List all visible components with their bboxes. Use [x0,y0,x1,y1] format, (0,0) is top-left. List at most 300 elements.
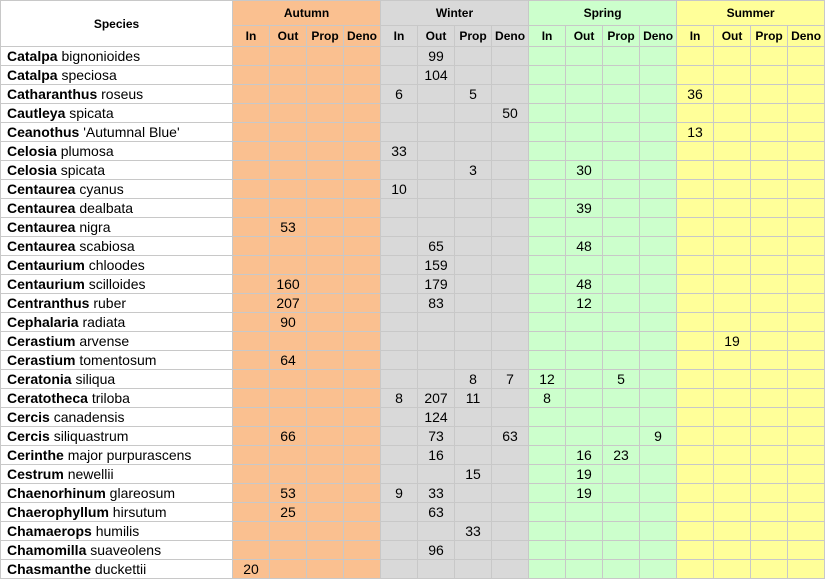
subcolumn-header-summer-prop: Prop [751,26,788,47]
value-cell-winter-prop [455,294,492,313]
value-cell-spring-in [529,541,566,560]
species-cell [1,465,233,484]
species-epithet: scabiosa [79,238,135,254]
value-cell-autumn-in [233,123,270,142]
value-cell-summer-prop [751,503,788,522]
value-cell-autumn-prop [307,256,344,275]
value-cell-autumn-out [270,123,307,142]
table-row [1,484,825,503]
value-cell-autumn-in [233,427,270,446]
value-cell-summer-in [677,370,714,389]
value-cell-spring-in [529,123,566,142]
value-cell-winter-out: 65 [418,237,455,256]
species-cell [1,66,233,85]
species-cell [1,256,233,275]
value-cell-spring-deno [640,256,677,275]
value-cell-autumn-prop [307,142,344,161]
value-cell-spring-prop [603,313,640,332]
value-cell-autumn-out [270,161,307,180]
species-genus: Chamomilla [7,542,87,558]
value-cell-autumn-deno [344,541,381,560]
value-cell-winter-in [381,351,418,370]
value-cell-autumn-prop [307,541,344,560]
value-cell-summer-in [677,332,714,351]
value-cell-summer-deno [788,522,825,541]
species-genus: Chamaerops [7,523,92,539]
value-cell-autumn-out [270,446,307,465]
value-cell-summer-prop [751,484,788,503]
species-genus: Cerastium [7,352,76,368]
value-cell-autumn-prop [307,294,344,313]
species-cell [1,199,233,218]
value-cell-summer-in [677,180,714,199]
table-row [1,294,825,313]
species-genus: Chaerophyllum [7,504,109,520]
species-epithet: hirsutum [112,504,167,520]
value-cell-spring-prop [603,351,640,370]
value-cell-winter-deno [492,522,529,541]
value-cell-spring-deno [640,370,677,389]
species-epithet: newellii [67,466,114,482]
value-cell-spring-out [566,427,603,446]
value-cell-summer-prop [751,199,788,218]
value-cell-summer-out: 19 [714,332,751,351]
value-cell-winter-out [418,123,455,142]
value-cell-autumn-out [270,370,307,389]
value-cell-spring-deno [640,408,677,427]
value-cell-autumn-in [233,237,270,256]
table-row [1,85,825,104]
value-cell-autumn-out [270,560,307,579]
value-cell-autumn-deno [344,408,381,427]
value-cell-autumn-in [233,446,270,465]
value-cell-winter-deno [492,142,529,161]
table-row [1,275,825,294]
value-cell-winter-prop [455,199,492,218]
value-cell-spring-prop [603,180,640,199]
species-epithet: duckettii [94,561,147,577]
value-cell-winter-prop [455,142,492,161]
value-cell-summer-deno [788,142,825,161]
value-cell-winter-prop [455,47,492,66]
value-cell-autumn-deno [344,389,381,408]
value-cell-winter-in [381,465,418,484]
value-cell-summer-out [714,180,751,199]
species-cell [1,180,233,199]
value-cell-spring-deno [640,199,677,218]
value-cell-spring-prop [603,275,640,294]
value-cell-spring-in [529,503,566,522]
value-cell-summer-deno [788,123,825,142]
value-cell-autumn-deno [344,66,381,85]
value-cell-summer-prop [751,180,788,199]
table-row [1,560,825,579]
value-cell-summer-deno [788,370,825,389]
subcolumn-header-winter-prop: Prop [455,26,492,47]
species-epithet: dealbata [79,200,134,216]
value-cell-spring-out [566,47,603,66]
value-cell-summer-in [677,218,714,237]
value-cell-winter-deno: 63 [492,427,529,446]
value-cell-winter-out: 73 [418,427,455,446]
value-cell-autumn-prop [307,427,344,446]
value-cell-spring-in [529,408,566,427]
species-epithet: speciosa [61,67,117,83]
value-cell-autumn-out [270,256,307,275]
value-cell-spring-prop [603,256,640,275]
value-cell-summer-out [714,275,751,294]
value-cell-spring-in [529,446,566,465]
value-cell-winter-deno [492,313,529,332]
value-cell-autumn-in [233,541,270,560]
value-cell-spring-out [566,522,603,541]
value-cell-summer-prop [751,275,788,294]
value-cell-winter-out: 33 [418,484,455,503]
species-epithet: nigra [79,219,111,235]
table-row [1,389,825,408]
value-cell-spring-in [529,313,566,332]
table-row [1,408,825,427]
value-cell-winter-prop: 3 [455,161,492,180]
value-cell-spring-prop [603,85,640,104]
table-row [1,66,825,85]
value-cell-winter-deno [492,85,529,104]
value-cell-autumn-deno [344,123,381,142]
value-cell-autumn-out [270,199,307,218]
value-cell-winter-out [418,180,455,199]
species-cell [1,503,233,522]
species-genus: Celosia [7,143,57,159]
value-cell-autumn-in: 20 [233,560,270,579]
value-cell-summer-prop [751,294,788,313]
value-cell-spring-out: 39 [566,199,603,218]
value-cell-summer-deno [788,389,825,408]
table-row [1,503,825,522]
subcolumn-header-autumn-out: Out [270,26,307,47]
species-genus: Catalpa [7,67,58,83]
value-cell-winter-prop [455,313,492,332]
table-row [1,218,825,237]
value-cell-autumn-prop [307,560,344,579]
value-cell-summer-out [714,351,751,370]
value-cell-winter-deno [492,465,529,484]
value-cell-summer-deno [788,313,825,332]
value-cell-summer-in [677,541,714,560]
value-cell-winter-deno [492,484,529,503]
species-genus: Centaurium [7,276,85,292]
value-cell-autumn-out: 53 [270,218,307,237]
value-cell-summer-prop [751,218,788,237]
species-header: Species [1,1,233,47]
value-cell-spring-out: 16 [566,446,603,465]
value-cell-winter-prop [455,237,492,256]
value-cell-summer-deno [788,408,825,427]
species-epithet: cyanus [79,181,124,197]
value-cell-winter-out [418,104,455,123]
value-cell-winter-in [381,237,418,256]
subcolumn-header-autumn-deno: Deno [344,26,381,47]
subcolumn-header-autumn-prop: Prop [307,26,344,47]
value-cell-spring-prop: 5 [603,370,640,389]
value-cell-summer-in [677,294,714,313]
species-genus: Chaenorhinum [7,485,106,501]
species-cell [1,522,233,541]
species-genus: Centaurea [7,181,76,197]
value-cell-summer-deno [788,294,825,313]
value-cell-spring-out: 48 [566,275,603,294]
value-cell-autumn-deno [344,294,381,313]
table-row [1,180,825,199]
value-cell-winter-prop [455,275,492,294]
value-cell-winter-deno [492,389,529,408]
species-epithet: ruber [93,295,127,311]
species-cell [1,560,233,579]
value-cell-spring-out [566,66,603,85]
value-cell-autumn-out [270,522,307,541]
value-cell-summer-prop [751,560,788,579]
value-cell-autumn-in [233,199,270,218]
value-cell-spring-out [566,123,603,142]
value-cell-spring-deno [640,465,677,484]
species-genus: Ceratotheca [7,390,88,406]
value-cell-spring-deno [640,237,677,256]
subcolumn-header-winter-deno: Deno [492,26,529,47]
value-cell-winter-in [381,427,418,446]
value-cell-winter-out [418,465,455,484]
value-cell-spring-out [566,370,603,389]
value-cell-autumn-out: 53 [270,484,307,503]
value-cell-autumn-in [233,218,270,237]
value-cell-autumn-in [233,47,270,66]
value-cell-summer-in [677,484,714,503]
value-cell-summer-out [714,541,751,560]
value-cell-autumn-deno [344,465,381,484]
value-cell-summer-prop [751,104,788,123]
season-header-spring: Spring [529,1,677,26]
value-cell-spring-in [529,275,566,294]
value-cell-autumn-deno [344,47,381,66]
table-row [1,351,825,370]
value-cell-spring-prop [603,66,640,85]
value-cell-autumn-out: 160 [270,275,307,294]
value-cell-spring-in: 12 [529,370,566,389]
value-cell-summer-out [714,370,751,389]
value-cell-winter-in: 8 [381,389,418,408]
value-cell-spring-out: 19 [566,484,603,503]
value-cell-summer-out [714,560,751,579]
value-cell-summer-out [714,313,751,332]
value-cell-summer-in [677,313,714,332]
table-row [1,522,825,541]
value-cell-summer-in [677,275,714,294]
value-cell-summer-in [677,142,714,161]
value-cell-winter-in: 9 [381,484,418,503]
value-cell-autumn-out [270,237,307,256]
value-cell-winter-prop [455,560,492,579]
value-cell-spring-in [529,47,566,66]
value-cell-summer-deno [788,351,825,370]
value-cell-summer-in [677,408,714,427]
value-cell-autumn-prop [307,199,344,218]
value-cell-spring-in [529,484,566,503]
value-cell-spring-prop [603,522,640,541]
value-cell-winter-in [381,275,418,294]
value-cell-spring-out: 30 [566,161,603,180]
value-cell-winter-in [381,199,418,218]
value-cell-autumn-prop [307,522,344,541]
season-header-row [1,1,825,26]
species-genus: Centaurium [7,257,85,273]
value-cell-summer-deno [788,465,825,484]
value-cell-autumn-out: 207 [270,294,307,313]
value-cell-summer-out [714,66,751,85]
value-cell-autumn-in [233,180,270,199]
species-genus: Catharanthus [7,86,98,102]
value-cell-spring-deno [640,313,677,332]
value-cell-winter-deno [492,66,529,85]
value-cell-summer-prop [751,370,788,389]
value-cell-spring-deno [640,294,677,313]
value-cell-winter-prop: 5 [455,85,492,104]
value-cell-autumn-prop [307,275,344,294]
value-cell-autumn-in [233,104,270,123]
value-cell-spring-in [529,256,566,275]
value-cell-spring-prop [603,541,640,560]
value-cell-spring-in [529,66,566,85]
value-cell-spring-deno [640,541,677,560]
value-cell-spring-out [566,256,603,275]
value-cell-spring-prop [603,408,640,427]
value-cell-autumn-prop [307,465,344,484]
species-epithet: chloodes [88,257,145,273]
value-cell-spring-deno [640,47,677,66]
value-cell-autumn-deno [344,503,381,522]
value-cell-summer-prop [751,123,788,142]
value-cell-winter-prop [455,484,492,503]
value-cell-autumn-prop [307,503,344,522]
value-cell-autumn-prop [307,351,344,370]
species-genus: Cephalaria [7,314,79,330]
value-cell-summer-out [714,161,751,180]
value-cell-autumn-prop [307,370,344,389]
value-cell-summer-in [677,522,714,541]
value-cell-winter-deno [492,446,529,465]
value-cell-summer-deno [788,541,825,560]
value-cell-summer-in [677,199,714,218]
value-cell-winter-out [418,199,455,218]
value-cell-autumn-prop [307,332,344,351]
value-cell-autumn-in [233,484,270,503]
value-cell-summer-in [677,237,714,256]
value-cell-spring-deno [640,161,677,180]
table-row [1,104,825,123]
value-cell-summer-out [714,218,751,237]
value-cell-winter-prop: 15 [455,465,492,484]
value-cell-summer-out [714,408,751,427]
value-cell-winter-prop [455,218,492,237]
value-cell-summer-out [714,199,751,218]
value-cell-winter-deno [492,541,529,560]
species-epithet: bignonioides [61,48,141,64]
species-cell [1,237,233,256]
value-cell-summer-deno [788,218,825,237]
species-cell [1,275,233,294]
table-row [1,446,825,465]
value-cell-autumn-prop [307,218,344,237]
value-cell-autumn-prop [307,408,344,427]
value-cell-spring-prop [603,427,640,446]
table-body [1,47,825,579]
table-row [1,427,825,446]
value-cell-autumn-prop [307,180,344,199]
value-cell-winter-in [381,218,418,237]
value-cell-winter-deno [492,560,529,579]
value-cell-autumn-out [270,180,307,199]
value-cell-spring-prop [603,484,640,503]
value-cell-summer-out [714,256,751,275]
value-cell-winter-prop [455,446,492,465]
value-cell-spring-out [566,218,603,237]
value-cell-summer-in [677,446,714,465]
species-cell [1,313,233,332]
season-header-summer: Summer [677,1,825,26]
value-cell-spring-deno: 9 [640,427,677,446]
value-cell-autumn-prop [307,123,344,142]
value-cell-summer-out [714,389,751,408]
species-genus: Chasmanthe [7,561,92,577]
value-cell-summer-out [714,47,751,66]
value-cell-spring-prop [603,104,640,123]
value-cell-spring-in [529,332,566,351]
value-cell-spring-deno [640,484,677,503]
value-cell-autumn-deno [344,370,381,389]
value-cell-summer-deno [788,237,825,256]
value-cell-autumn-deno [344,199,381,218]
value-cell-winter-in [381,47,418,66]
species-epithet: canadensis [53,409,125,425]
species-genus: Cerinthe [7,447,64,463]
species-genus: Centaurea [7,200,76,216]
value-cell-summer-deno [788,199,825,218]
value-cell-summer-out [714,294,751,313]
species-epithet: suaveolens [90,542,162,558]
value-cell-spring-prop: 23 [603,446,640,465]
value-cell-winter-deno [492,294,529,313]
value-cell-autumn-out [270,104,307,123]
value-cell-winter-in [381,332,418,351]
value-cell-autumn-out: 90 [270,313,307,332]
value-cell-winter-out: 63 [418,503,455,522]
value-cell-spring-deno [640,503,677,522]
subcolumn-header-winter-out: Out [418,26,455,47]
table-row [1,332,825,351]
species-genus: Cercis [7,409,50,425]
value-cell-spring-deno [640,218,677,237]
species-genus: Centaurea [7,219,76,235]
value-cell-winter-prop: 8 [455,370,492,389]
value-cell-summer-out [714,427,751,446]
table-row [1,199,825,218]
species-epithet: plumosa [60,143,114,159]
value-cell-summer-out [714,484,751,503]
value-cell-spring-in [529,522,566,541]
value-cell-winter-out [418,85,455,104]
table-row [1,237,825,256]
value-cell-spring-in [529,218,566,237]
value-cell-winter-out [418,522,455,541]
value-cell-winter-in [381,66,418,85]
value-cell-autumn-prop [307,389,344,408]
